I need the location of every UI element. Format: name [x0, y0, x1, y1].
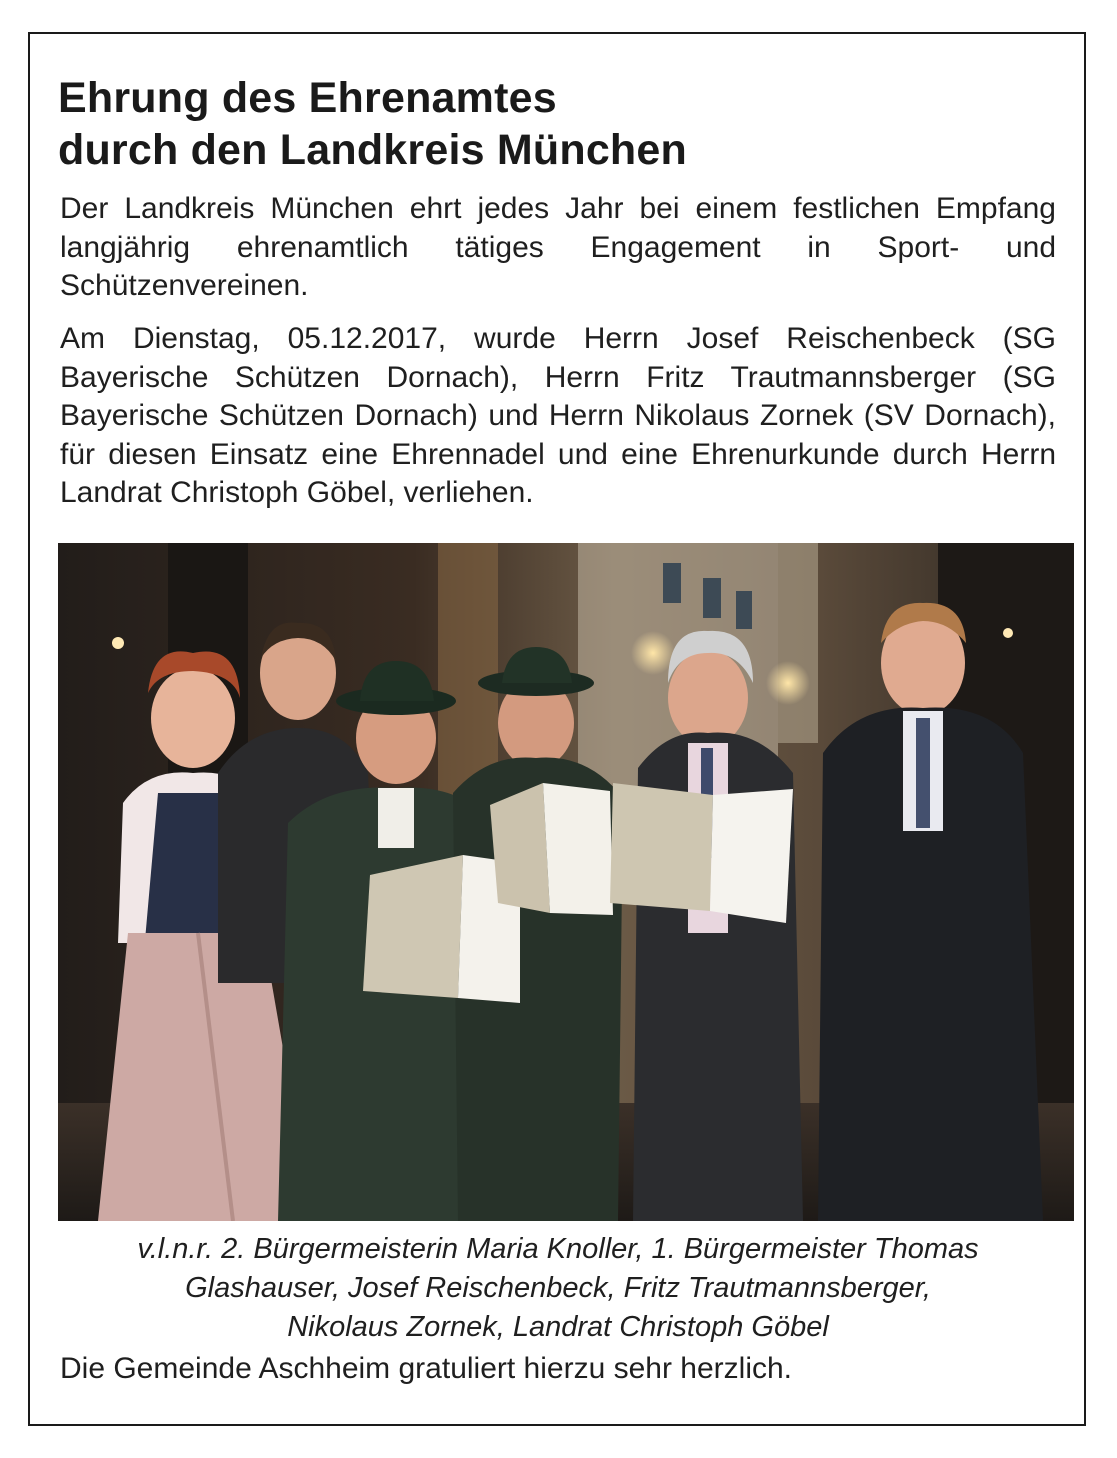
intro-paragraph: Der Landkreis München ehrt jedes Jahr bei einem festlichen Empfang langjährig ehrenamtlich tätiges Engagement in Sport- und Schützenvereinen. [60, 192, 1056, 302]
caption-line-1: v.l.n.r. 2. Bürgermeisterin Maria Knoller, 1. Bürgermeister Thomas [137, 1233, 979, 1265]
article-title [58, 72, 1058, 176]
award-paragraph: Am Dienstag, 05.12.2017, wurde Herrn Josef Reischenbeck (SG Bayerische Schützen Dornach), Herrn Fritz Trautmannsberger (SG Bayerische Schützen Dornach) und Herrn Nikolaus Zornek (SV Dornach), für diesen Einsatz eine Ehrennadel und eine Ehrenurkunde durch Herrn Landrat Christoph Göbel, verliehen. [60, 322, 1056, 509]
photo-caption [58, 1230, 1058, 1347]
closing-sentence: Die Gemeinde Aschheim gratuliert hierzu sehr herzlich. [60, 1352, 792, 1385]
caption-line-3: Nikolaus Zornek, Landrat Christoph Göbel [287, 1311, 829, 1343]
group-photo [58, 543, 1074, 1221]
title-line-2: durch den Landkreis München [58, 126, 687, 174]
title-line-1: Ehrung des Ehrenamtes [58, 74, 557, 122]
caption-line-2: Glashauser, Josef Reischenbeck, Fritz Trautmannsberger, [185, 1272, 931, 1304]
